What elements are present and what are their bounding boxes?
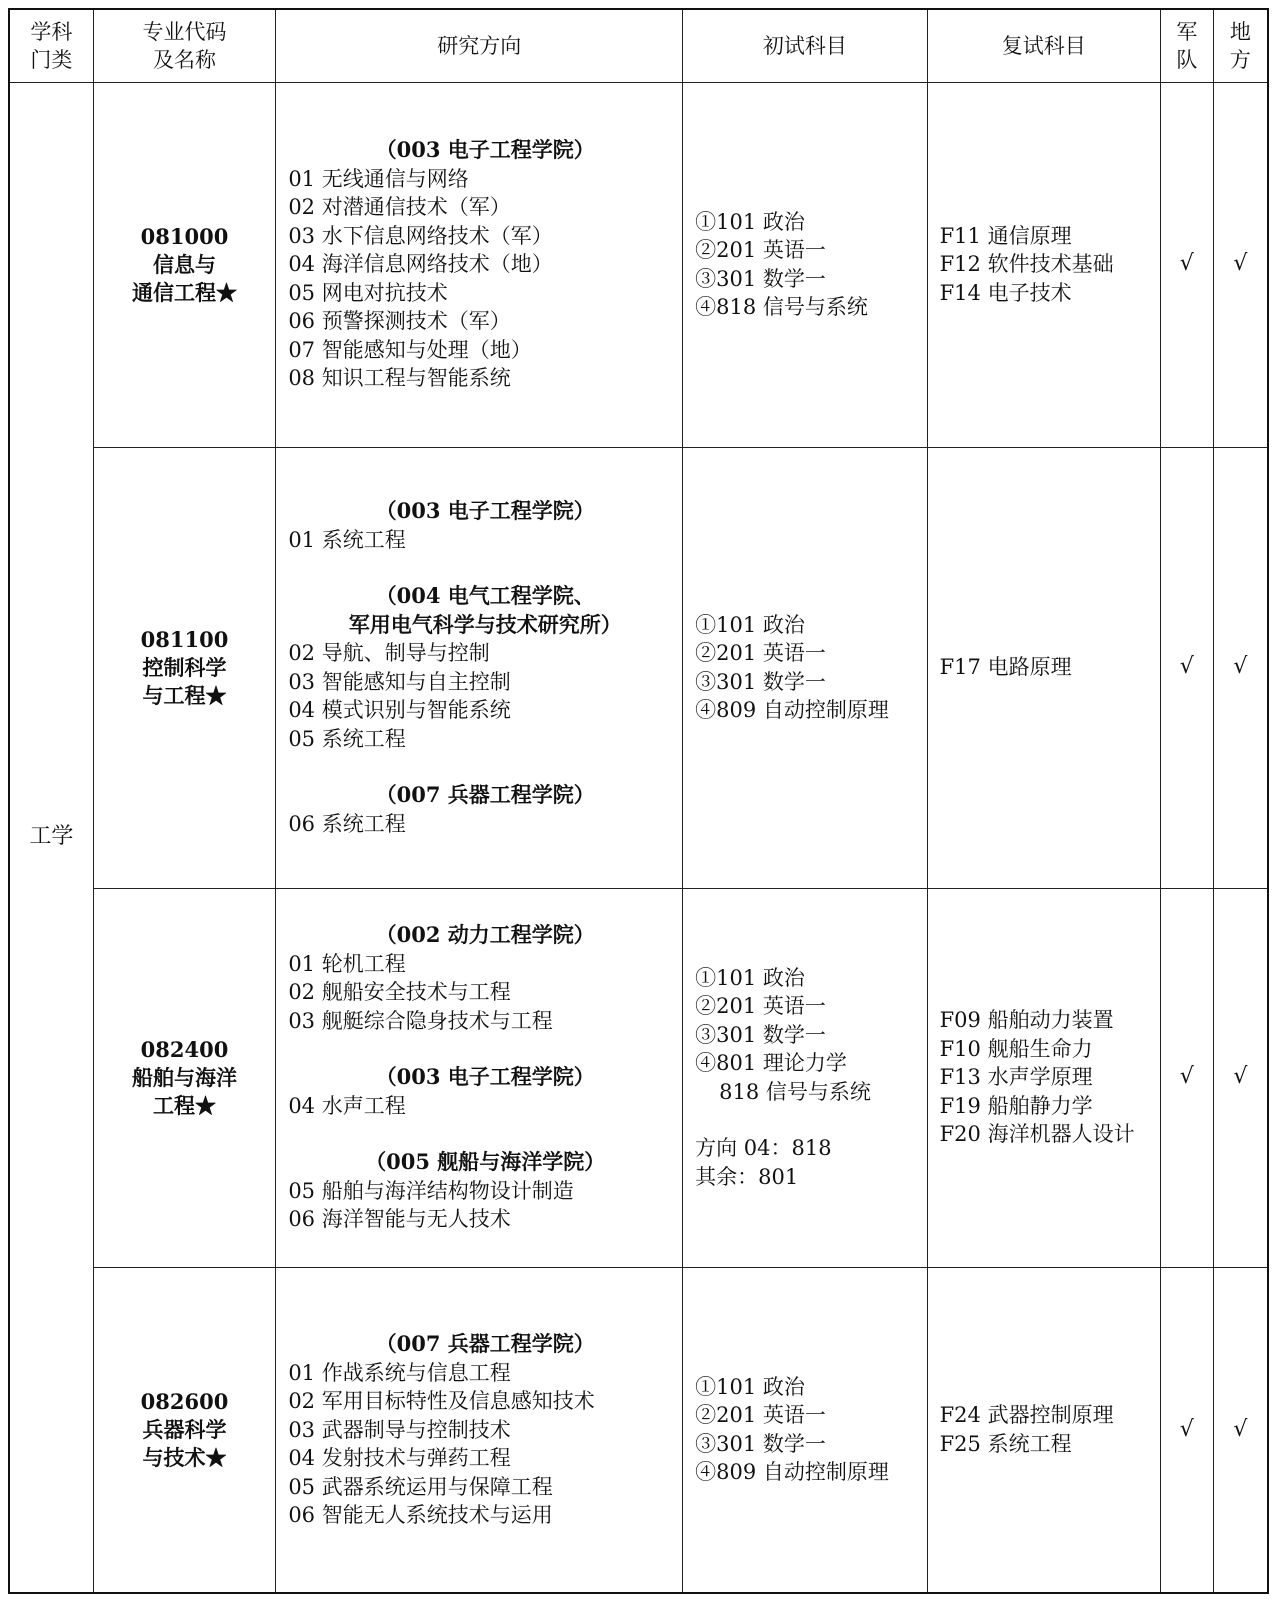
category-cell: 工学 [9,82,93,1593]
initial-exam-cell: ①101 政治 ②201 英语一 ③301 数学一 ④818 信号与系统 [683,82,927,447]
header-major: 专业代码 及名称 [93,9,276,82]
military-check: √ [1160,888,1213,1267]
header-military: 军 队 [1160,9,1213,82]
local-check: √ [1213,1267,1268,1593]
local-check: √ [1213,447,1268,888]
admissions-table [8,8,1269,1594]
retest-cell: F17 电路原理 [927,447,1160,888]
header-row [9,9,1268,82]
initial-exam-cell: ①101 政治 ②201 英语一 ③301 数学一 ④801 理论力学 818 信号与系统 方向 04：818 其余：801 [683,888,927,1267]
table-row [9,1267,1268,1593]
retest-cell: F11 通信原理 F12 软件技术基础 F14 电子技术 [927,82,1160,447]
directions-cell: （003 电子工程学院） 01 无线通信与网络 02 对潜通信技术（军） 03 水下信息网络技术（军） 04 海洋信息网络技术（地） 05 网电对抗技术 06 预警探测技术（军） 07 智能感知与处理（地） 08 知识工程与智能系统 [276,82,683,447]
header-directions: 研究方向 [276,9,683,82]
major-cell: 082600 兵器科学 与技术★ [93,1267,276,1593]
directions-cell: （002 动力工程学院） 01 轮机工程 02 舰船安全技术与工程 03 舰艇综合隐身技术与工程 （003 电子工程学院） 04 水声工程 （005 舰船与海洋学院） 05 船舶与海洋结构物设计制造 06 海洋智能与无人技术 [276,888,683,1267]
directions-cell: （007 兵器工程学院） 01 作战系统与信息工程 02 军用目标特性及信息感知技术 03 武器制导与控制技术 04 发射技术与弹药工程 05 武器系统运用与保障工程 06 智能无人系统技术与运用 [276,1267,683,1593]
military-check: √ [1160,447,1213,888]
header-initial-exam: 初试科目 [683,9,927,82]
local-check: √ [1213,888,1268,1267]
table-row [9,447,1268,888]
header-category: 学科 门类 [9,9,93,82]
directions-cell: （003 电子工程学院） 01 系统工程 （004 电气工程学院、 军用电气科学与技术研究所） 02 导航、制导与控制 03 智能感知与自主控制 04 模式识别与智能系统 05 系统工程 （007 兵器工程学院） 06 系统工程 [276,447,683,888]
initial-exam-cell: ①101 政治 ②201 英语一 ③301 数学一 ④809 自动控制原理 [683,1267,927,1593]
initial-exam-cell: ①101 政治 ②201 英语一 ③301 数学一 ④809 自动控制原理 [683,447,927,888]
local-check: √ [1213,82,1268,447]
major-cell: 081100 控制科学 与工程★ [93,447,276,888]
header-local: 地 方 [1213,9,1268,82]
major-cell: 082400 船舶与海洋 工程★ [93,888,276,1267]
military-check: √ [1160,1267,1213,1593]
retest-cell: F09 船舶动力装置 F10 舰船生命力 F13 水声学原理 F19 船舶静力学 F20 海洋机器人设计 [927,888,1160,1267]
retest-cell: F24 武器控制原理 F25 系统工程 [927,1267,1160,1593]
table-row [9,888,1268,1267]
header-retest: 复试科目 [927,9,1160,82]
table-row [9,82,1268,447]
major-cell: 081000 信息与 通信工程★ [93,82,276,447]
military-check: √ [1160,82,1213,447]
